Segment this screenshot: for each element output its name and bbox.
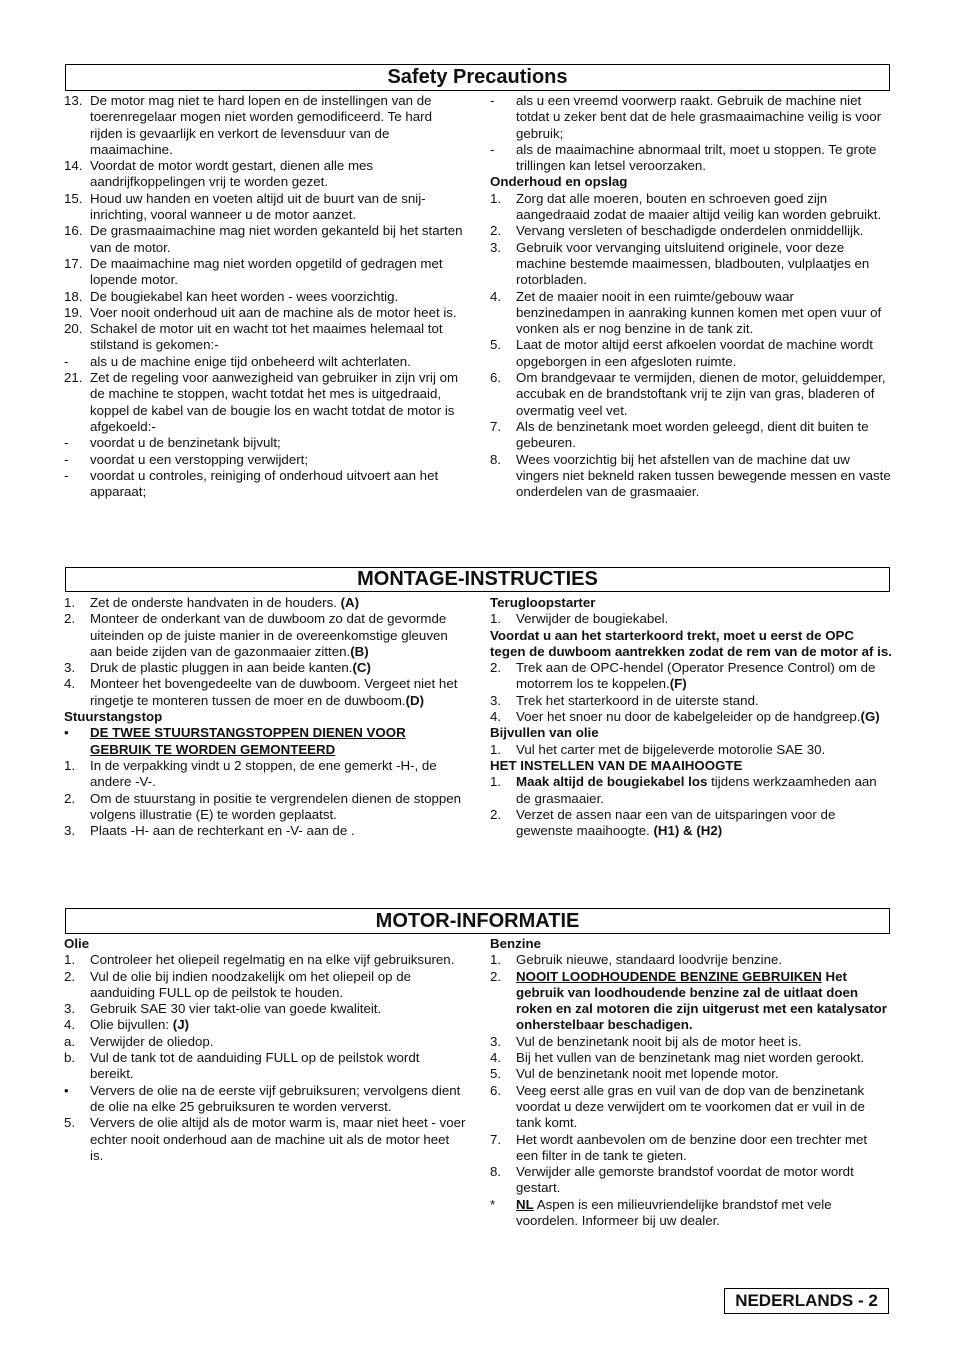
list-marker: 6. <box>490 370 502 386</box>
list-marker: - <box>64 353 69 369</box>
item-text: Om brandgevaar te vermijden, dienen de motor, geluiddemper, accubak en de brandstoftank vrij te zijn van gras, bladeren of overmatig veel vet. <box>516 370 886 418</box>
item-text: Gebruik SAE 30 vier takt-olie van goede kwaliteit. <box>90 1001 382 1017</box>
bold-reference: (F) <box>669 676 687 692</box>
subheading: Stuurstangstop <box>64 709 163 725</box>
list-text <box>90 191 466 224</box>
list-item <box>490 742 892 758</box>
list-item <box>490 452 892 501</box>
list-marker: 17. <box>64 255 83 271</box>
list-item <box>64 305 466 321</box>
list-text <box>90 158 466 191</box>
list-item <box>490 807 892 840</box>
list-item <box>490 952 892 968</box>
list-text <box>516 1083 892 1132</box>
item-text: Bij het vullen van de benzinetank mag niet worden gerookt. <box>516 1050 865 1066</box>
list-text <box>516 1066 892 1082</box>
list-item <box>64 1017 466 1033</box>
list-item <box>490 969 892 1034</box>
list-marker: 3. <box>490 692 502 708</box>
item-text: Gebruik voor vervanging uitsluitend originele, voor deze machine bestemde maaimessen, bladbouten, vulplaatjes en rotorbladen. <box>516 239 870 288</box>
item-text: Monteer de onderkant van de duwboom zo dat de gevormde uiteinden op de juiste manier in de overeenkomstige gleuven aan beide zijden van de gazonmaaier zitten. <box>90 611 448 659</box>
item-text: Verwijder de oliedop. <box>90 1033 214 1049</box>
list-item <box>64 93 466 158</box>
list-marker: 8. <box>490 451 502 467</box>
list-text <box>90 452 466 468</box>
list-item <box>64 969 466 1002</box>
list-marker: 1. <box>490 774 502 790</box>
list-item <box>490 419 892 452</box>
list-marker: 1. <box>490 952 502 968</box>
item-text: Druk de plastic pluggen in aan beide kanten. <box>90 660 353 676</box>
list-marker: 4. <box>490 288 502 304</box>
list-item <box>490 1083 892 1132</box>
list-item <box>64 725 466 758</box>
list-marker: 7. <box>490 1131 502 1147</box>
list-text <box>516 452 892 501</box>
list-text <box>516 709 892 725</box>
list-text <box>516 660 892 693</box>
list-text <box>516 1034 892 1050</box>
list-item <box>64 676 466 709</box>
list-item <box>64 452 466 468</box>
item-text: Vul de olie bij indien noodzakelijk om het oliepeil op de aanduiding FULL op de peilstok te houden. <box>90 968 412 1000</box>
list-marker: 8. <box>490 1164 502 1180</box>
list-item <box>64 823 466 839</box>
item-text: voordat u controles, reiniging of onderhoud uitvoert aan het apparaat; <box>90 467 439 500</box>
page-footer-label: NEDERLANDS - 2 <box>724 1288 889 1314</box>
item-text: voordat u de benzinetank bijvult; <box>90 435 281 451</box>
list-item <box>64 191 466 224</box>
item-text: Plaats -H- aan de rechterkant en -V- aan de . <box>90 823 355 839</box>
list-marker: 3. <box>64 823 76 839</box>
list-text <box>516 223 892 239</box>
list-marker: 2. <box>490 660 502 676</box>
list-marker: 2. <box>490 223 502 239</box>
list-marker: 2. <box>490 968 502 984</box>
list-marker: 1. <box>490 611 502 627</box>
list-item <box>64 758 466 791</box>
item-text: als u de machine enige tijd onbeheerd wilt achterlaten. <box>90 353 411 369</box>
list-item <box>490 142 892 175</box>
item-text: DE TWEE STUURSTANGSTOPPEN DIENEN VOOR GEBRUIK TE WORDEN GEMONTEERD <box>90 725 406 757</box>
list-marker: 7. <box>490 418 502 434</box>
item-text: Voordat de motor wordt gestart, dienen alle mes aandrijfkoppelingen vrij te worden gezet. <box>90 158 374 190</box>
item-text: De maaimachine mag niet worden opgetild of gedragen met lopende motor. <box>90 255 443 288</box>
subheading: HET INSTELLEN VAN DE MAAIHOOGTE <box>490 757 743 773</box>
list-item <box>490 289 892 338</box>
list-text <box>90 468 466 501</box>
item-text: Zet de maaier nooit in een ruimte/gebouw waar benzinedampen in aanraking kunnen komen met open vuur of vonken als er nog benzine in de tank zit. <box>516 288 882 337</box>
list-text <box>90 952 466 968</box>
list-marker: * <box>490 1196 496 1212</box>
list-item <box>64 1083 466 1116</box>
list-item <box>490 240 892 289</box>
list-text <box>90 725 466 758</box>
list-item <box>64 1034 466 1050</box>
item-text: In de verpakking vindt u 2 stoppen, de ene gemerkt -H-, de andere -V-. <box>90 757 437 790</box>
list-item <box>490 1197 892 1230</box>
list-marker: • <box>64 725 69 741</box>
list-text <box>90 354 466 370</box>
list-text <box>90 256 466 289</box>
list-item <box>64 595 466 611</box>
item-text: Voer nooit onderhoud uit aan de machine als de motor heet is. <box>90 304 457 320</box>
list-item <box>64 354 466 370</box>
list-marker: - <box>490 141 495 157</box>
list-text <box>90 435 466 451</box>
bold-underlined-lead-text: NL <box>516 1196 534 1212</box>
bold-reference: (J) <box>172 1017 190 1033</box>
list-text <box>516 807 892 840</box>
item-text: Houd uw handen en voeten altijd uit de buurt van de snij-inrichting, vooral wanneer u de motor aanzet. <box>90 190 426 223</box>
list-item <box>490 660 892 693</box>
list-item <box>64 1001 466 1017</box>
list-marker: 4. <box>64 676 76 692</box>
list-item <box>64 468 466 501</box>
list-item <box>490 1164 892 1197</box>
subheading: Voordat u aan het starterkoord trekt, moet u eerst de OPC tegen de duwboom aantrekken zodat de rem van de motor af is. <box>490 627 892 659</box>
list-item <box>490 1034 892 1050</box>
list-marker: 5. <box>490 1066 502 1082</box>
montage-heading: MONTAGE-INSTRUCTIES <box>65 567 890 592</box>
item-text: als u een vreemd voorwerp raakt. Gebruik de machine niet totdat u zeker bent dat de hele grasmaaimachine veilig is voor gebruik; <box>516 93 882 141</box>
list-item <box>64 289 466 305</box>
item-text: Controleer het oliepeil regelmatig en na elke vijf gebruiksuren. <box>90 952 455 968</box>
item-text: De grasmaaimachine mag niet worden gekanteld bij het starten van de motor. <box>90 223 463 255</box>
item-text: Wees voorzichtig bij het afstellen van de machine dat uw vingers niet bekneld raken tussen bewegende messen en vaste onderdelen van de grasmaaier. <box>516 451 891 500</box>
item-text: De bougiekabel kan heet worden - wees voorzichtig. <box>90 288 399 304</box>
subheading: Bijvullen van olie <box>490 725 599 741</box>
list-text <box>516 240 892 289</box>
list-text <box>90 969 466 1002</box>
list-text <box>90 1050 466 1083</box>
list-marker: 19. <box>64 304 83 320</box>
item-text: Voer het snoer nu door de kabelgeleider op de handgreep. <box>516 709 861 725</box>
list-item <box>490 93 892 142</box>
list-text <box>516 693 892 709</box>
list-text <box>90 305 466 321</box>
list-marker: 1. <box>490 741 502 757</box>
item-text: Trek het starterkoord in de uiterste stand. <box>516 692 759 708</box>
bold-reference: Het gebruik van loodhoudende benzine zal de uitlaat doen roken en zal motoren die zijn uitgerust met een katalysator onherstelbaar beschadigen. <box>516 968 887 1033</box>
list-item <box>490 709 892 725</box>
list-text <box>516 93 892 142</box>
list-text <box>90 611 466 660</box>
list-text <box>90 93 466 158</box>
item-text: als de maaimachine abnormaal trilt, moet u stoppen. Te grote trillingen kan letsel veroorzaken. <box>516 141 877 174</box>
bold-reference: (H1) & (H2) <box>653 823 723 839</box>
list-marker: 1. <box>490 190 502 206</box>
list-marker: - <box>490 93 495 108</box>
list-marker: 6. <box>490 1082 502 1098</box>
bold-reference: (C) <box>352 660 371 676</box>
list-text <box>90 758 466 791</box>
list-text <box>90 660 466 676</box>
list-text <box>516 969 892 1034</box>
list-marker: b. <box>64 1050 76 1066</box>
montage-left-column <box>64 595 466 839</box>
list-marker: 3. <box>64 660 76 676</box>
list-text <box>516 1164 892 1197</box>
safety-right-column <box>490 93 892 500</box>
list-text <box>90 1034 466 1050</box>
list-text <box>90 321 466 354</box>
list-marker: • <box>64 1082 69 1098</box>
bold-reference: (D) <box>405 692 425 708</box>
list-text <box>90 1115 466 1164</box>
list-item <box>490 611 892 627</box>
item-text: voordat u een verstopping verwijdert; <box>90 451 309 467</box>
list-marker: 4. <box>490 1050 502 1066</box>
list-text <box>90 823 466 839</box>
list-text <box>90 223 466 256</box>
list-marker: 2. <box>64 790 76 806</box>
item-text: Vul de benzinetank nooit bij als de motor heet is. <box>516 1033 802 1049</box>
list-item <box>64 256 466 289</box>
list-marker: 2. <box>490 806 502 822</box>
bold-reference: (A) <box>336 595 360 610</box>
subheading: Benzine <box>490 936 541 951</box>
bold-reference: (B) <box>350 643 369 659</box>
list-item <box>64 952 466 968</box>
item-text: Olie bijvullen: <box>90 1017 173 1033</box>
list-item <box>490 1132 892 1165</box>
list-marker: 1. <box>64 757 76 773</box>
list-text <box>516 742 892 758</box>
bold-reference: (G) <box>860 709 880 725</box>
motor-right-column <box>490 936 892 1229</box>
list-marker: 3. <box>490 1033 502 1049</box>
list-marker: 1. <box>64 595 76 610</box>
list-marker: - <box>64 467 69 483</box>
list-text <box>516 337 892 370</box>
item-text: Monteer het bovengedeelte van de duwboom. Vergeet niet het ringetje te monteren tussen de moer en de duwboom. <box>90 676 458 708</box>
item-text: Ververs de olie na de eerste vijf gebruiksuren; vervolgens dient de olie na elke 25 gebruiksuren te worden ververst. <box>90 1082 461 1114</box>
item-text: Om de stuurstang in positie te vergrendelen dienen de stoppen volgens illustratie (E) te worden geplaatst. <box>90 790 462 822</box>
subheading: Olie <box>64 936 90 951</box>
list-item <box>490 774 892 807</box>
list-item <box>490 370 892 419</box>
list-marker: 5. <box>490 337 502 353</box>
safety-left-column <box>64 93 466 500</box>
list-marker: - <box>64 435 69 451</box>
list-text <box>90 676 466 709</box>
item-text: Vul de tank tot de aanduiding FULL op de peilstok wordt bereikt. <box>90 1050 420 1082</box>
item-text: Veeg eerst alle gras en vuil van de dop van de benzinetank voordat u deze verwijdert om te voorkomen dat er vuil in de tank komt. <box>516 1082 865 1131</box>
list-text <box>90 289 466 305</box>
list-text <box>90 791 466 824</box>
list-item <box>490 337 892 370</box>
item-text: Schakel de motor uit en wacht tot het maaimes helemaal tot stilstand is gekomen:- <box>90 321 443 353</box>
list-item <box>64 1115 466 1164</box>
item-text: Vul het carter met de bijgeleverde motorolie SAE 30. <box>516 741 826 757</box>
item-text: Als de benzinetank moet worden geleegd, dient dit buiten te gebeuren. <box>516 418 869 451</box>
list-item <box>490 1050 892 1066</box>
list-marker: 1. <box>64 952 76 968</box>
item-text: Trek aan de OPC-hendel (Operator Presence Control) om de motorrem los te koppelen. <box>516 660 876 692</box>
safety-heading: Safety Precautions <box>65 64 890 91</box>
list-marker: 18. <box>64 288 83 304</box>
list-text <box>516 370 892 419</box>
list-item <box>64 370 466 435</box>
item-text: Verzet de assen naar een van de uitsparingen voor de gewenste maaihoogte. <box>516 806 836 839</box>
list-item <box>490 191 892 224</box>
list-text <box>516 142 892 175</box>
list-marker: - <box>64 451 69 467</box>
list-item <box>64 791 466 824</box>
list-item <box>64 435 466 451</box>
item-text: Vul de benzinetank nooit met lopende motor. <box>516 1066 779 1082</box>
list-text <box>90 1017 466 1033</box>
list-item <box>64 611 466 660</box>
list-marker: 4. <box>490 709 502 725</box>
bold-underlined-lead-text: NOOIT LOODHOUDENDE BENZINE GEBRUIKEN <box>516 968 822 984</box>
list-marker: 3. <box>64 1001 76 1017</box>
list-item <box>64 158 466 191</box>
list-marker: 21. <box>64 370 83 386</box>
list-text <box>90 595 466 611</box>
item-text: Laat de motor altijd eerst afkoelen voordat de machine wordt opgeborgen in een afgesloten ruimte. <box>516 337 874 369</box>
list-marker: 15. <box>64 190 83 206</box>
montage-right-column <box>490 595 892 839</box>
list-marker: 13. <box>64 93 83 108</box>
list-item <box>490 1066 892 1082</box>
item-text: Zet de onderste handvaten in de houders. <box>90 595 337 610</box>
motor-left-column <box>64 936 466 1164</box>
item-text: Aspen is een milieuvriendelijke brandstof met vele voordelen. Informeer bij uw dealer. <box>516 1196 832 1229</box>
subheading: Onderhoud en opslag <box>490 174 628 190</box>
list-text <box>516 774 892 807</box>
list-marker: a. <box>64 1033 76 1049</box>
item-text: tijdens werkzaamheden aan de grasmaaier. <box>516 774 877 806</box>
list-item <box>64 1050 466 1083</box>
list-marker: 20. <box>64 321 83 337</box>
item-text: Zorg dat alle moeren, bouten en schroeven goed zijn aangedraaid zodat de maaier altijd veilig kan worden gebruikt. <box>516 190 882 223</box>
item-text: Verwijder alle gemorste brandstof voordat de motor wordt gestart. <box>516 1164 854 1196</box>
list-text <box>516 289 892 338</box>
list-item <box>490 693 892 709</box>
list-text <box>516 1197 892 1230</box>
list-marker: 4. <box>64 1017 76 1033</box>
list-marker: 3. <box>490 239 502 255</box>
subheading: Terugloopstarter <box>490 595 596 610</box>
list-marker: 2. <box>64 968 76 984</box>
item-text: Zet de regeling voor aanwezigheid van gebruiker in zijn vrij om de machine te stoppen, wacht totdat het mes is uitgedraaid, koppel de kabel van de bougie los en wacht totdat de motor is afgekoeld:- <box>90 370 459 434</box>
list-text <box>90 1083 466 1116</box>
list-marker: 5. <box>64 1115 76 1131</box>
list-text <box>516 1132 892 1165</box>
list-text <box>90 1001 466 1017</box>
list-text <box>516 1050 892 1066</box>
item-text: De motor mag niet te hard lopen en de instellingen van de toerenregelaar mogen niet worden gemodificeerd. Te hard rijden is gevaarlijk en verkort de levensduur van de maaimachine. <box>90 93 432 157</box>
list-marker: 2. <box>64 611 76 627</box>
item-text: Het wordt aanbevolen om de benzine door een trechter met een filter in de tank te gieten. <box>516 1131 868 1163</box>
item-text: Vervang versleten of beschadigde onderdelen onmiddellijk. <box>516 223 864 239</box>
list-text <box>516 611 892 627</box>
list-text <box>516 419 892 452</box>
list-item <box>64 223 466 256</box>
bold-lead-text: Maak altijd de bougiekabel los <box>516 774 708 790</box>
list-item <box>64 321 466 354</box>
list-text <box>516 191 892 224</box>
item-text: Ververs de olie altijd als de motor warm is, maar niet heet - voer echter nooit onderhoud aan de machine uit als de motor heet is. <box>90 1115 466 1163</box>
list-item <box>490 223 892 239</box>
motor-heading: MOTOR-INFORMATIE <box>65 908 890 934</box>
item-text: Gebruik nieuwe, standaard loodvrije benzine. <box>516 952 783 968</box>
list-text <box>516 952 892 968</box>
list-text <box>90 370 466 435</box>
list-marker: 16. <box>64 223 83 239</box>
list-marker: 14. <box>64 158 83 174</box>
list-item <box>64 660 466 676</box>
item-text: Verwijder de bougiekabel. <box>516 611 669 627</box>
